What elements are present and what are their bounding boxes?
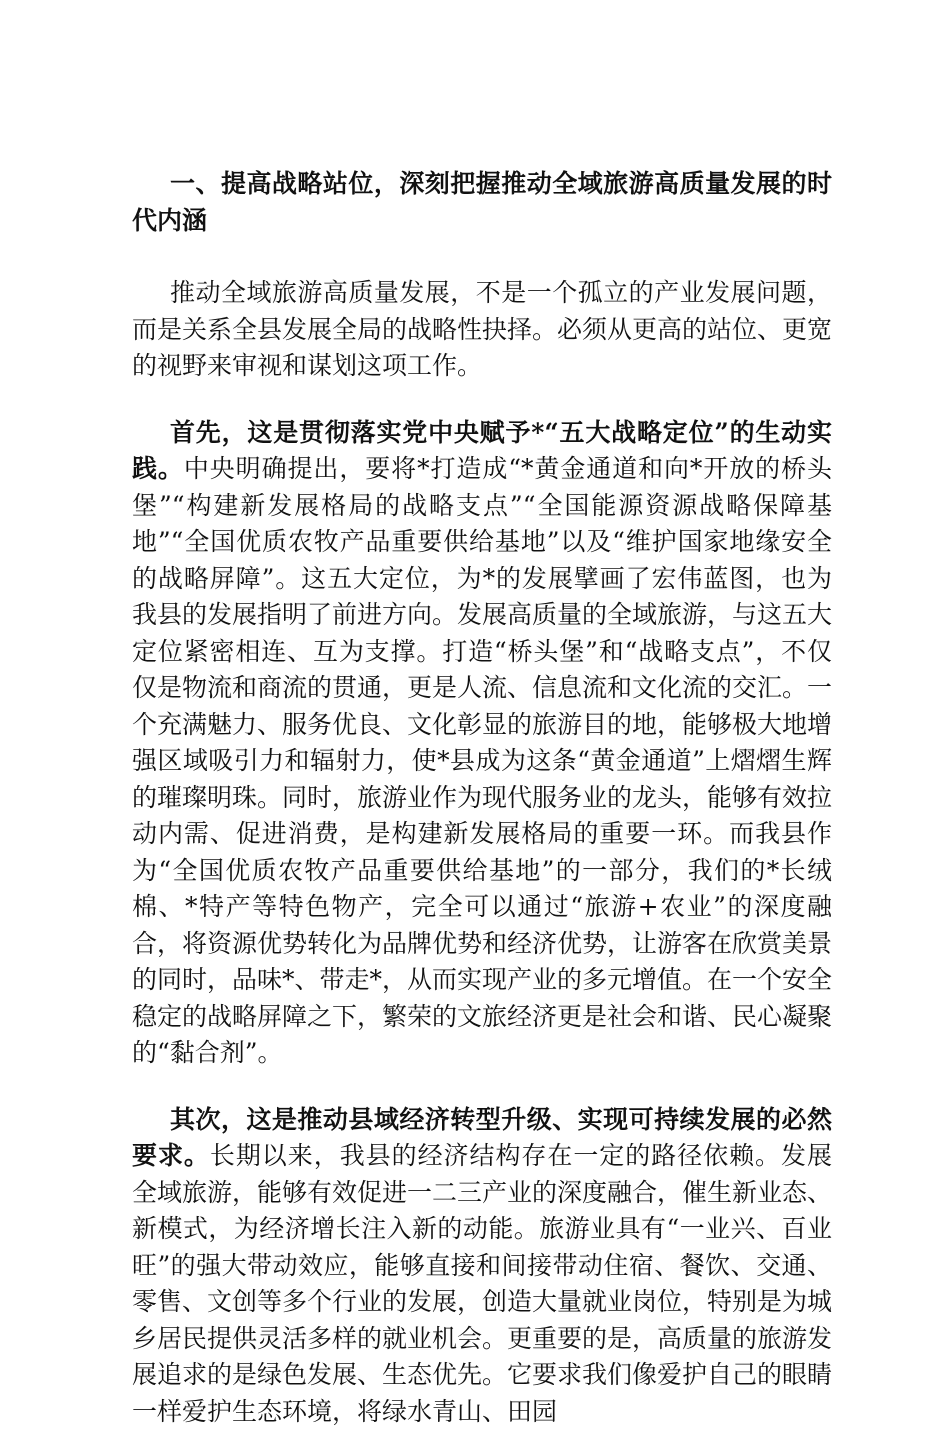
first-point-lead: 首先，这是贯彻落实党中央赋予*“五大战略定位”的生动实践。 bbox=[132, 418, 832, 484]
first-point-paragraph bbox=[132, 415, 832, 1072]
document-body bbox=[132, 166, 832, 1430]
first-point-body: 中央明确提出，要将*打造成“*黄金通道和向*开放的桥头堡”“构建新发展格局的战略支点”“全国能源资源战略保障基地”“全国优质农牧产品重要供给基地”以及“维护国家地缘安全的战略屏障”。这五大定位，为*的发展擘画了宏伟蓝图，也为我县的发展指明了前进方向。发展高质量的全域旅游，与这五大定位紧密相连、互为支撑。打造“桥头堡”和“战略支点”，不仅仅是物流和商流的贯通，更是人流、信息流和文化流的交汇。一个充满魅力、服务优良、文化彰显的旅游目的地，能够极大地增强区域吸引力和辐射力，使*县成为这条“黄金通道”上熠熠生辉的璀璨明珠。同时，旅游业作为现代服务业的龙头，能够有效拉动内需、促进消费，是构建新发展格局的重要一环。而我县作为“全国优质农牧产品重要供给基地”的一部分，我们的*长绒棉、*特产等特色物产，完全可以通过“旅游+农业”的深度融合，将资源优势转化为品牌优势和经济优势，让游客在欣赏美景的同时，品味*、带走*，从而实现产业的多元增值。在一个安全稳定的战略屏障之下，繁荣的文旅经济更是社会和谐、民心凝聚的“黏合剂”。 bbox=[132, 454, 832, 1067]
second-point-body: 长期以来，我县的经济结构存在一定的路径依赖。发展全域旅游，能够有效促进一二三产业的深度融合，催生新业态、新模式，为经济增长注入新的动能。旅游业具有“一业兴、百业旺”的强大带动效应，能够直接和间接带动住宿、餐饮、交通、零售、文创等多个行业的发展，创造大量就业岗位，特别是为城乡居民提供灵活多样的就业机会。更重要的是，高质量的旅游发展追求的是绿色发展、生态优先。它要求我们像爱护自己的眼睛一样爱护生态环境，将绿水青山、田园 bbox=[132, 1141, 832, 1426]
intro-paragraph: 推动全域旅游高质量发展，不是一个孤立的产业发展问题，而是关系全县发展全局的战略性抉择。必须从更高的站位、更宽的视野来审视和谋划这项工作。 bbox=[132, 275, 832, 385]
section-heading: 一、提高战略站位，深刻把握推动全域旅游高质量发展的时代内涵 bbox=[132, 166, 832, 239]
second-point-paragraph bbox=[132, 1102, 832, 1430]
second-point-lead: 其次，这是推动县域经济转型升级、实现可持续发展的必然要求。 bbox=[132, 1105, 832, 1171]
